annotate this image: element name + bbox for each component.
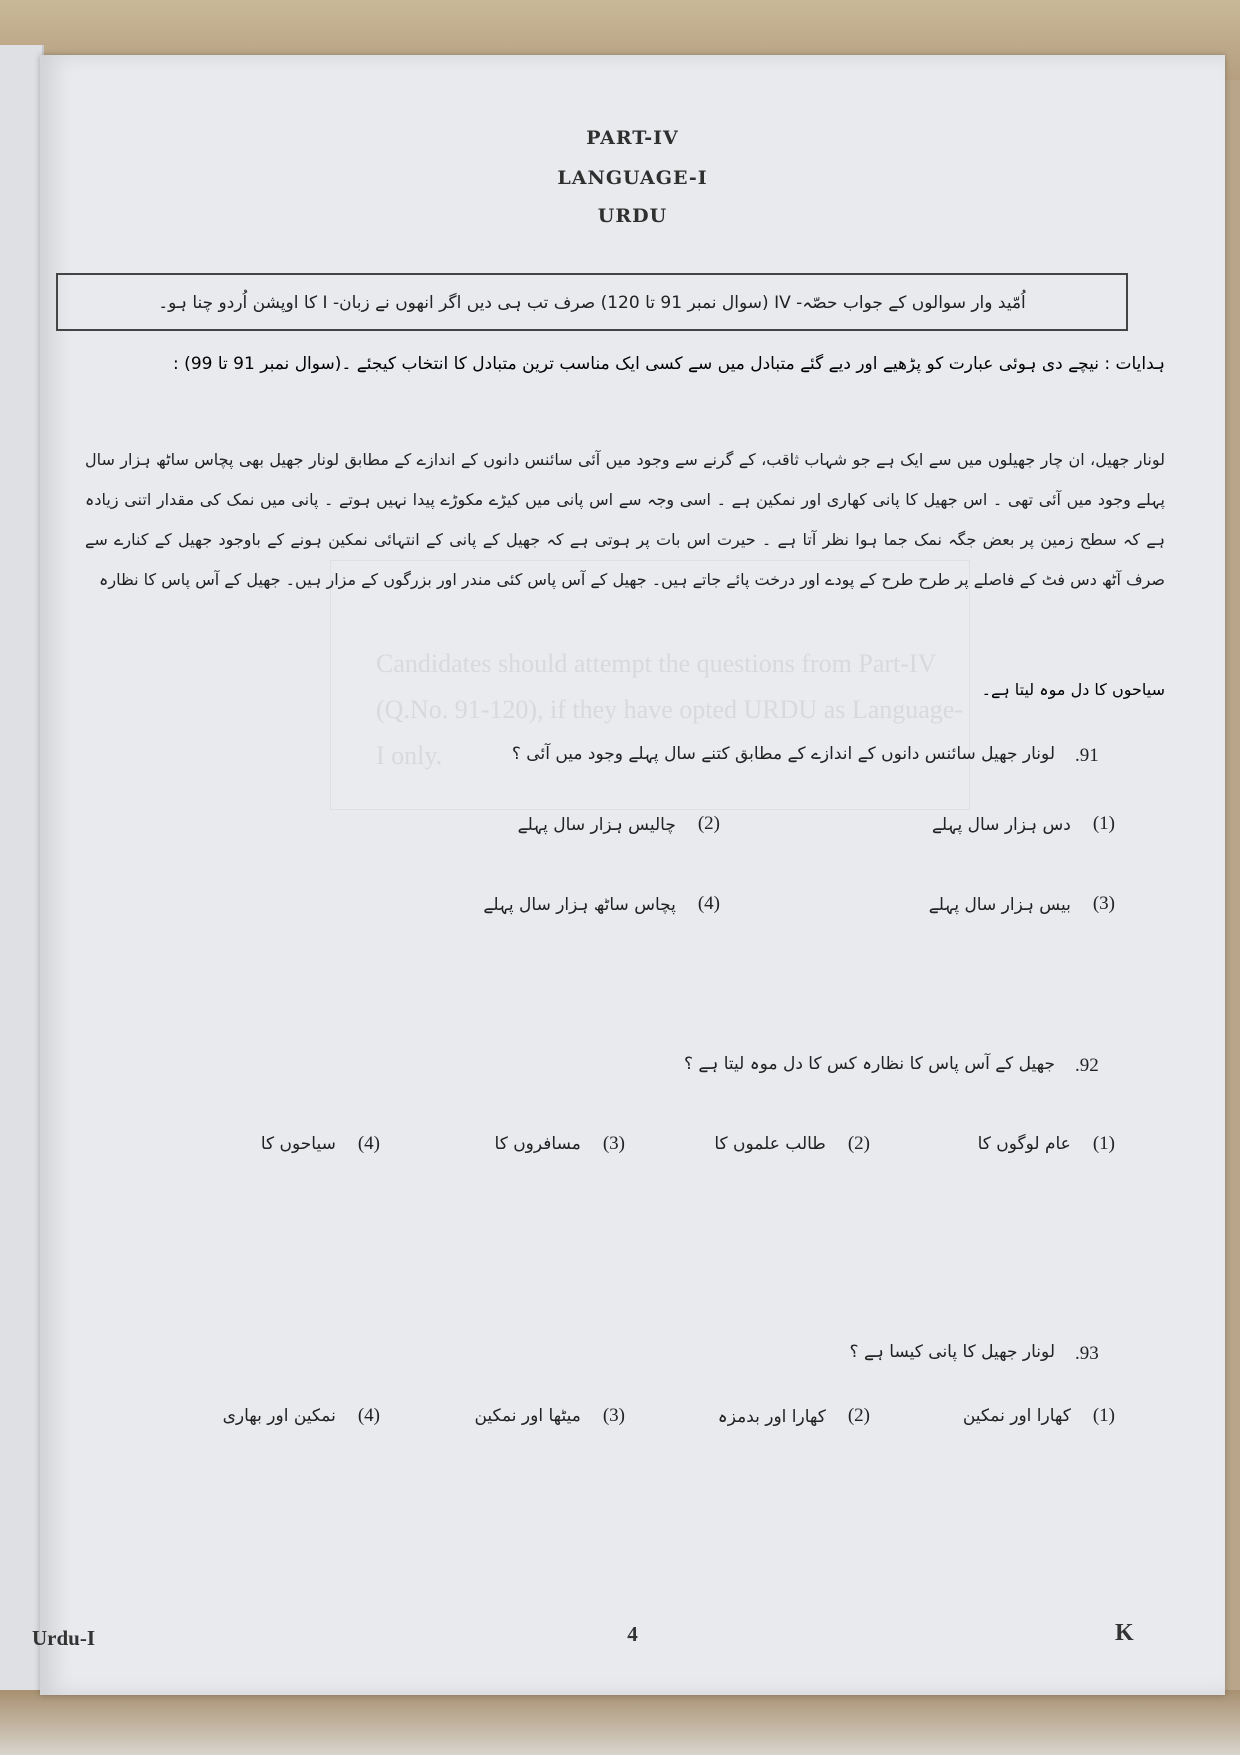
option-number: (4) xyxy=(357,1133,380,1154)
notice-text: اُمّید وار سوالوں کے جواب حصّہ- IV (سوال نمبر 91 تا 120) صرف تب ہی دیں اگر انھوں نے زبان- I کا اوپشن اُردو چنا ہو۔ xyxy=(158,292,1026,313)
reading-passage: لونار جھیل، ان چار جھیلوں میں سے ایک ہے جو شہاب ثاقب، کے گرنے سے وجود میں آئی سائنس دانوں کے اندازے کے مطابق لونار جھیل بھی پچاس ساٹھ ہزار سال پہلے وجود میں آئی تھی ۔ اس جھیل کا پانی کھاری اور نمکین ہے ۔ اسی وجہ سے اس پانی میں کیڑے مکوڑے پیدا نہیں ہوتے ۔ پانی میں نمک کی مقدار اتنی زیادہ ہے کہ سطح زمین پر بعض جگہ نمک جما ہوا نظر آتا ہے ۔ حیرت اس بات پر ہوتی ہے کہ جھیل کے پانی کے انتہائی نمکین ہونے کے باوجود جھیل کے کنارے سے صرف آٹھ دس فٹ کے فاصلے پر طرح طرح کے پودے اور درخت پائے جاتے ہیں۔ جھیل کے آس پاس کئی مندر اور بزرگوں کے مزار ہیں۔ جھیل کے آس پاس کا نظارہ xyxy=(85,450,1165,589)
watermark-text: Candidates should attempt the questions from Part-IV (Q.No. 91-120), if they have opted URDU as Language-I only. xyxy=(376,649,964,770)
option-number: (1) xyxy=(1092,1405,1115,1426)
option[interactable] xyxy=(714,1133,870,1155)
option[interactable] xyxy=(963,1405,1115,1427)
question-text: لونار جھیل سائنس دانوں کے اندازے کے مطابق کتنے سال پہلے وجود میں آئی ؟ xyxy=(511,744,1055,764)
option[interactable] xyxy=(978,1133,1115,1155)
option[interactable] xyxy=(474,1405,625,1427)
option-text: چالیس ہزار سال پہلے xyxy=(517,814,676,835)
footer-subject-code: Urdu-I xyxy=(32,1626,96,1650)
option-text: عام لوگوں کا xyxy=(977,1134,1071,1154)
option[interactable] xyxy=(929,893,1115,915)
option-number: (3) xyxy=(1092,893,1115,914)
option[interactable] xyxy=(483,893,720,915)
option-number: (3) xyxy=(602,1133,625,1154)
question-number: .92 xyxy=(1075,1055,1099,1076)
question-text: لونار جھیل کا پانی کیسا ہے ؟ xyxy=(849,1342,1055,1362)
option-number: (2) xyxy=(847,1133,870,1154)
option-text: میٹھا اور نمکین xyxy=(474,1406,581,1426)
option-number: (2) xyxy=(847,1405,870,1426)
option[interactable] xyxy=(223,1405,380,1427)
option-number: (4) xyxy=(357,1405,380,1426)
question-number: .91 xyxy=(1075,745,1099,766)
language-heading: LANGUAGE-I xyxy=(557,167,708,189)
instructions: ہدایات : نیچے دی ہوئی عبارت کو پڑھیے اور دیے گئے متبادل میں سے کسی ایک مناسب ترین متبادل کا انتخاب کیجئے ۔(سوال نمبر 91 تا 99) : xyxy=(173,354,1165,374)
option-text: مسافروں کا xyxy=(494,1134,581,1154)
part-heading: PART-IV xyxy=(586,127,679,149)
option[interactable] xyxy=(518,813,720,835)
subject-heading: URDU xyxy=(597,205,668,227)
option-number: (4) xyxy=(697,893,720,914)
option[interactable] xyxy=(495,1133,625,1155)
option-text: دس ہزار سال پہلے xyxy=(931,814,1071,835)
option[interactable] xyxy=(932,813,1115,835)
option-text: کھارا اور بدمزہ xyxy=(717,1406,826,1427)
booklet-code: K xyxy=(1115,1620,1134,1646)
question-number: .93 xyxy=(1075,1343,1099,1364)
option-number: (3) xyxy=(602,1405,625,1426)
option-text: سیاحوں کا xyxy=(260,1134,336,1154)
option-text: نمکین اور بھاری xyxy=(222,1406,336,1426)
option-number: (2) xyxy=(697,813,720,834)
option-number: (1) xyxy=(1092,1133,1115,1154)
option[interactable] xyxy=(261,1133,380,1155)
option-text: طالب علموں کا xyxy=(714,1134,826,1154)
exam-page xyxy=(32,55,1225,1695)
question-text: جھیل کے آس پاس کا نظارہ کس کا دل موہ لیتا ہے ؟ xyxy=(683,1054,1055,1074)
notice-box xyxy=(56,273,1128,331)
background-fabric-bottom xyxy=(0,1690,1240,1755)
page-number: 4 xyxy=(627,1622,638,1646)
option-number: (1) xyxy=(1092,813,1115,834)
passage-ending: سیاحوں کا دل موہ لیتا ہے۔ xyxy=(981,680,1165,699)
left-page-edge xyxy=(0,45,44,1695)
option-text: پچاس ساٹھ ہزار سال پہلے xyxy=(483,894,676,915)
option[interactable] xyxy=(718,1405,870,1427)
option-text: بیس ہزار سال پہلے xyxy=(928,894,1071,915)
option-text: کھارا اور نمکین xyxy=(962,1406,1071,1426)
